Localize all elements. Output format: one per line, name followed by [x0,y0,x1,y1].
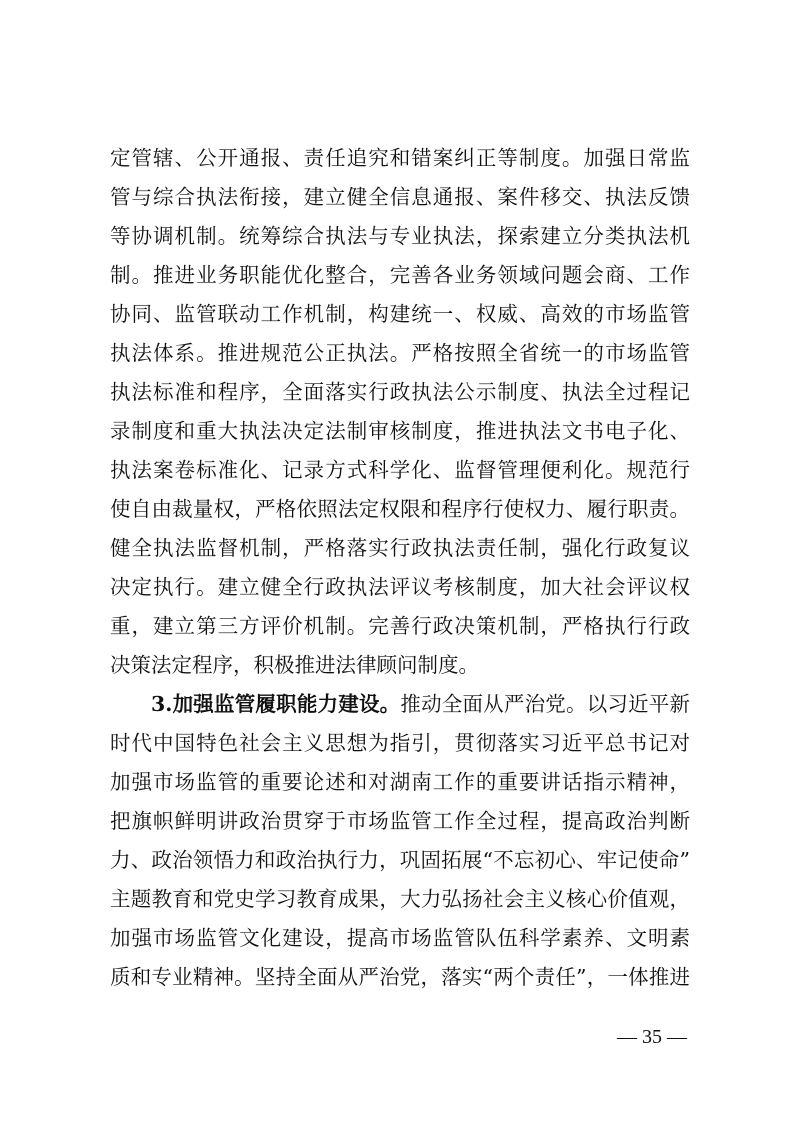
text-line: 主题教育和党史学习教育成果，大力弘扬社会主义核心价值观， [110,887,690,911]
text-line: 健全执法监督机制，严格落实行政执法责任制，强化行政复议 [110,536,690,560]
body-text [110,139,690,997]
text-line: 力、政治领悟力和政治执行力，巩固拓展“不忘初心、牢记使命” [110,848,690,872]
paragraph-1 [110,139,690,685]
text-line: 质和专业精神。坚持全面从严治党，落实“两个责任”，一体推进 [110,965,690,989]
text-line: 录制度和重大执法决定法制审核制度，推进执法文书电子化、 [110,419,690,443]
text-segment: 推动全面从严治党。以习近平新 [400,692,690,716]
text-line: 定管辖、公开通报、责任追究和错案纠正等制度。加强日常监 [110,146,690,170]
section-heading: 3.加强监管履职能力建设。 [151,692,401,716]
text-line: 制。推进业务职能优化整合，完善各业务领域问题会商、工作 [110,263,690,287]
text-line: 协同、监管联动工作机制，构建统一、权威、高效的市场监管 [110,302,690,326]
text-line: 把旗帜鲜明讲政治贯穿于市场监管工作全过程，提高政治判断 [110,809,690,833]
paragraph-2 [110,685,690,997]
text-line: 使自由裁量权，严格依照法定权限和程序行使权力、履行职责。 [110,497,690,521]
text-line: 时代中国特色社会主义思想为指引，贯彻落实习近平总书记对 [110,731,690,755]
text-line: 等协调机制。统筹综合执法与专业执法，探索建立分类执法机 [110,224,690,248]
text-line-first [110,685,690,724]
text-line: 加强市场监管的重要论述和对湖南工作的重要讲话指示精神， [110,770,690,794]
page-number: — 35 — [617,1026,687,1048]
text-line: 决策法定程序，积极推进法律顾问制度。 [110,653,479,677]
text-line: 重，建立第三方评价机制。完善行政决策机制，严格执行行政 [110,614,690,638]
text-line: 执法案卷标准化、记录方式科学化、监督管理便利化。规范行 [110,458,690,482]
text-line: 执法体系。推进规范公正执法。严格按照全省统一的市场监管 [110,341,690,365]
text-line: 执法标准和程序，全面落实行政执法公示制度、执法全过程记 [110,380,690,404]
text-line: 决定执行。建立健全行政执法评议考核制度，加大社会评议权 [110,575,690,599]
text-line: 管与综合执法衔接，建立健全信息通报、案件移交、执法反馈 [110,185,690,209]
text-line: 加强市场监管文化建设，提高市场监管队伍科学素养、文明素 [110,926,690,950]
